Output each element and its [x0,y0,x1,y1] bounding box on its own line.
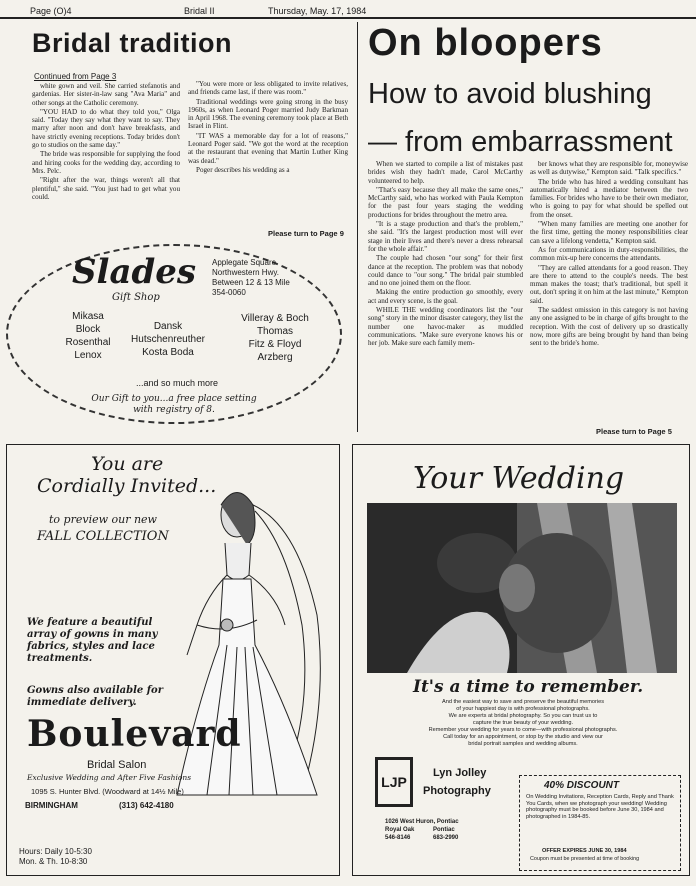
gowns-text [27,685,163,709]
address-line: Applegate Square [212,258,277,267]
article-headline: Bridal tradition [32,28,233,58]
paragraph: "You were more or less obligated to invite relatives, and friends came last, if there was room." [188,80,348,97]
brand-list-2 [118,320,218,359]
continued-from-label: Continued from Page 3 [34,72,117,81]
paragraph: white gown and veil. She carried stefanotis and gardenias. Her sister-in-law sang "Ava Maria" and other songs at the Catholic ceremony. [32,82,180,107]
slades-more: ...and so much more [136,378,219,388]
paragraph: Making the entire production go smoothly, every act and every scene, is the goal. [368,288,523,305]
brand-name: Block [75,324,101,335]
wedding-photo [367,503,677,673]
jolley-title: Your Wedding [413,461,625,496]
gift-line: Our Gift to you...a free place setting [91,394,257,404]
boulevard-ad [6,444,340,876]
slades-ad [6,244,342,424]
paragraph: "YOU HAD to do what they told you," Olga said. "Today they say what they want to say. They marry after noon and don't have breakfasts, and have strictly evening receptions. Today brides don't go to studios on the same day." [32,107,180,150]
brand-name: Rosenthal [65,337,111,348]
salon-city: BIRMINGHAM [25,801,78,810]
feature-line: fabrics, styles and lace [27,641,155,652]
article-column-2 [530,160,688,424]
address-line: Between 12 & 13 Mile [212,278,290,287]
turn-to-page-link[interactable]: Please turn to Page 5 [596,427,672,436]
salon-phone[interactable]: (313) 642-4180 [119,801,174,810]
feature-line: array of gowns in many [27,629,158,640]
slades-logo: Slades [72,252,197,292]
invite-line-2: Cordially Invited... [37,475,217,497]
brand-list-3 [230,312,320,364]
feature-line: We feature a beautiful [27,617,153,628]
article-headline: On bloopers [368,22,603,64]
phone-royal-oak[interactable]: 546-8146 [385,835,411,841]
body-line: We are experts at bridal photography. So you can trust us to [448,713,598,719]
discount-title: 40% DISCOUNT [544,780,620,791]
gowns-line: Gowns also available for [27,685,163,696]
bride-illustration [167,475,337,805]
column-divider [357,22,358,432]
boulevard-logo: Boulevard [27,713,242,755]
paragraph: Poger describes his wedding as a [196,165,290,174]
brand-name: Kosta Boda [142,347,194,358]
discount-coupon[interactable] [519,775,681,871]
city-pontiac: Pontiac [433,827,455,833]
brand-name: Lenox [74,350,102,361]
body-line: Call today for an appointment, or stop by the studio and view our [443,734,603,740]
address-line: 354-0060 [212,288,246,297]
brand-name: Thomas [256,326,294,337]
salon-slogan: Exclusive Wedding and After Five Fashions [27,773,192,782]
gift-line: with registry of 8. [133,405,215,415]
article-column-2 [188,80,348,220]
paragraph: "Right after the war, things weren't all that plentiful," she said. "You just had to get what you could. [32,176,180,201]
slades-tagline: Gift Shop [112,292,160,303]
address-line: Northwestern Hwy. [212,268,279,277]
city-royal-oak: Royal Oak [385,827,415,833]
paragraph: "IT WAS a memorable day for a lot of reasons," Leonard Poger said. "We got the word at the reception at the restaurant that evening that Martin Luther King was dead." [188,131,348,165]
brand-name: Mikasa [72,311,104,322]
article-subhead: — from embarrassment [368,126,673,158]
page-label: Page (O)4 [30,6,72,16]
body-line: Remember your wedding for years to come—with professional photographs. [428,727,618,733]
paragraph: Traditional weddings were going strong in the busy 1960s, as when Leonard Poger married Judy Barkman in April 1968. The evening ceremony took place at Beth Israel in Flint. [188,97,348,131]
jolley-logo: LJP [375,757,413,807]
discount-expires: OFFER EXPIRES JUNE 30, 1984 [542,848,627,854]
jolley-ad [352,444,690,876]
paragraph: As for communications in duty-responsibilities, the common mix-up here concerns the attendants. [530,245,688,263]
article-subhead: How to avoid blushing [368,78,652,110]
wedding-photo-image [367,503,677,673]
feature-text [27,617,158,665]
article-column-1 [32,82,180,232]
paragraph: "When many families are meeting one another for the first time, getting the money responsibilities clear can save a lifelong vendetta," Kempton said. [530,220,688,245]
feature-line: treatments. [27,653,93,664]
preview-line-1: to preview our new [49,513,157,526]
paragraph: "It is a stage production and that's the problem," she said. "It's the largest production most will ever stage in their lives and there's never a dress rehearsal for the whole affair." [368,220,523,253]
date-label: Thursday, May. 17, 1984 [268,6,367,16]
paragraph: "They are called attendants for a good reason. They are there to attend to the couple's needs. The best mman makes the toast; that's traditional, but spell it out, don't spring it on him at the last minute," Kempton said. [530,263,688,305]
paragraph: WHILE THE wedding coordinators list the "our song" story in the minor disaster category, they list the number one havoc-maker as muddled communications. "Make sure everyone knows his or her job. Make sure each family mem- [368,306,523,348]
section-label: Bridal II [184,6,215,16]
paragraph: When we started to compile a list of mistakes past brides wish they hadn't made, Carol McCarthy volunteered to help. [368,160,523,185]
body-line: of your happiest day is with professional photographs. [456,706,590,712]
article-column-1 [368,160,523,424]
hours-line-2: Mon. & Th. 10-8:30 [19,857,88,866]
paragraph: The couple had chosen "our song" for their first dance at the reception. The problem was that nobody could dance to "our song." The bridal pair stumbled and no one joined them on the floor. [368,254,523,288]
brand-name: Arzberg [257,352,293,363]
brand-name: Villeray & Boch [241,313,309,324]
jolley-tagline: It's a time to remember. [413,677,644,697]
body-line: And the easiest way to save and preserve the beautiful memories [442,699,604,705]
coupon-note: Coupon must be presented at time of booking [530,856,640,862]
brand-name: Dansk [153,321,183,332]
salon-address: 1095 S. Hunter Blvd. (Woodward at 14½ Mile) [31,787,184,796]
jolley-name: Lyn Jolley [433,767,487,779]
gowns-line: immediate delivery. [27,697,137,708]
brand-list-1 [58,310,118,362]
paragraph: "That's easy because they all make the same ones," McCarthy said, who has worked with Paula Kempton for the past four years staging the wedding productions for brides throughout the metro area. [368,185,523,219]
paragraph: The bride who has hired a wedding consultant has automatically hired a mediator between the two families. For brides who have to be their own mediator, who is going to pay for what should be spelled out from the onset. [530,177,688,219]
body-line: bridal portrait samples and wedding albums. [468,741,578,747]
brand-name: Hutschenreuther [131,334,205,345]
discount-body: On Wedding Invitations, Reception Cards, Reply and Thank You Cards, when we photograph your wedding! Wedding photography must be booked before June 30, 1984 and photographed in 1984-85. [526,794,674,820]
slades-address [212,258,290,298]
body-line: capture the true beauty of your wedding. [472,720,574,726]
phone-pontiac[interactable]: 683-2990 [433,835,459,841]
brand-name: Fitz & Floyd [248,339,302,350]
hours-line-1: Hours: Daily 10-5:30 [19,847,92,856]
jolley-address: 1026 West Huron, Pontiac [385,819,459,825]
turn-to-page-link[interactable]: Please turn to Page 9 [268,229,344,238]
invite-line-1: You are [91,453,164,475]
paragraph: The saddest omission in this category is not having any one assigned to be in charge of gifts brought to the reception. With the cost of delivery up so drastically now, more gifts are being brought by hand than being sent to the bride's home. [530,306,688,348]
paragraph: ber knows what they are responsible for, moneywise as well as dutywise," Kempton said. "Talk specifics." [530,160,688,177]
preview-line-2: FALL COLLECTION [37,529,169,544]
salon-label: Bridal Salon [87,759,147,771]
header-rule [0,17,696,19]
jolley-photography: Photography [423,785,491,797]
paragraph: The bride was responsible for supplying the food and hiring cooks for the wedding day, according to Mrs. Pelc. [32,150,180,175]
slades-gift-offer [48,394,300,416]
jolley-body [393,699,653,748]
